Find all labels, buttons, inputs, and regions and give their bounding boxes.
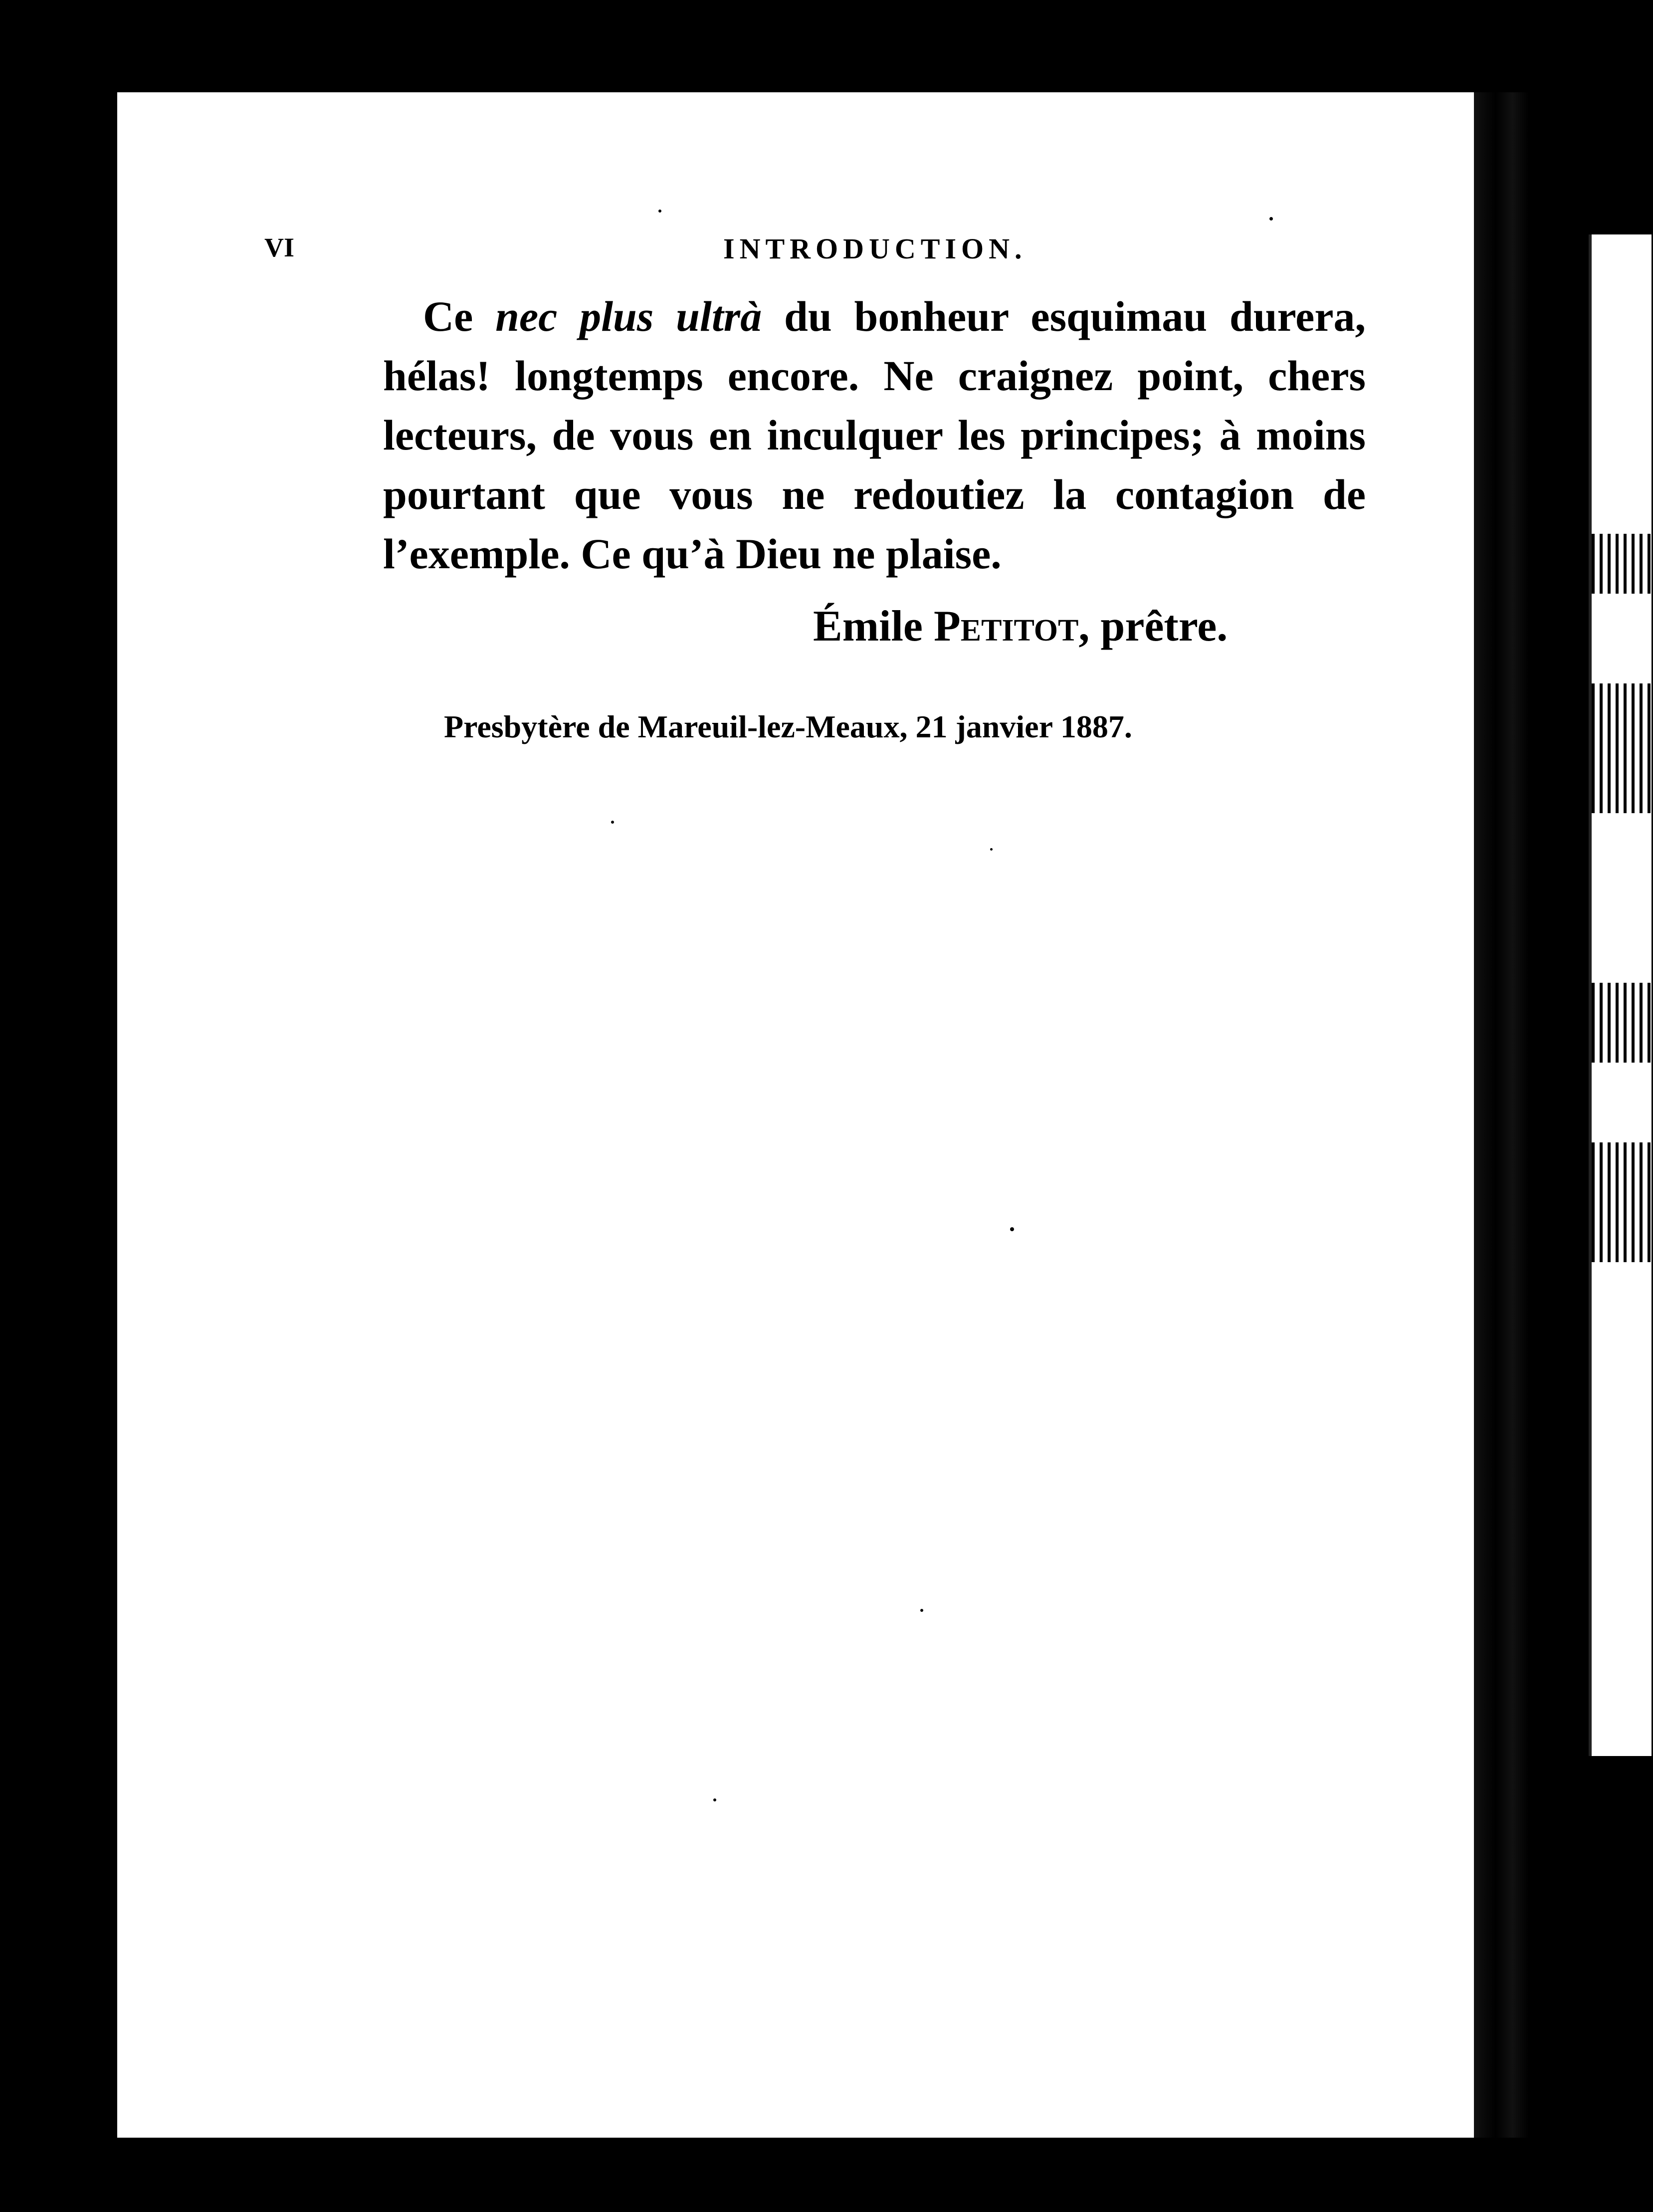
text-line xyxy=(383,287,1366,346)
text-line: l’exemple. Ce qu’à Dieu ne plaise. xyxy=(383,530,1002,578)
text-line: lecteurs, de vous en inculquer les principes; à moins xyxy=(383,411,1366,459)
scan-speck xyxy=(1269,217,1273,221)
scan-speck xyxy=(990,848,993,851)
text-run: Ce xyxy=(423,292,496,340)
running-title: INTRODUCTION. xyxy=(723,232,1027,265)
scan-speck xyxy=(611,821,614,824)
scan-speck xyxy=(1010,1227,1014,1231)
text-line: pourtant que vous ne redoutiez la contagion de xyxy=(383,470,1366,518)
text-run: du bonheur esquimau durera, xyxy=(762,292,1366,340)
scan-speck xyxy=(658,210,661,213)
author-title: , prêtre. xyxy=(1078,602,1228,651)
author-surname: Petitot xyxy=(933,602,1079,651)
author-first-name: Émile xyxy=(813,602,934,651)
facing-page-engraving xyxy=(1592,534,1652,594)
facing-page-engraving xyxy=(1592,683,1652,813)
scan-speck xyxy=(920,1609,923,1612)
facing-page-engraving xyxy=(1592,983,1652,1063)
italic-phrase: nec plus ultrà xyxy=(495,292,762,340)
place-and-date: Presbytère de Mareuil-lez-Meaux, 21 janvier 1887. xyxy=(444,709,1132,744)
author-signature xyxy=(813,601,1228,652)
facing-page-sliver xyxy=(1589,234,1652,1756)
page-binding-edge xyxy=(1474,92,1529,2138)
scan-speck xyxy=(713,1798,716,1801)
body-paragraph xyxy=(383,287,1366,584)
page-number: VI xyxy=(264,232,295,262)
text-line: hélas! longtemps encore. Ne craignez point, chers xyxy=(383,352,1366,400)
running-head xyxy=(264,227,1382,272)
facing-page-engraving xyxy=(1592,1142,1652,1262)
